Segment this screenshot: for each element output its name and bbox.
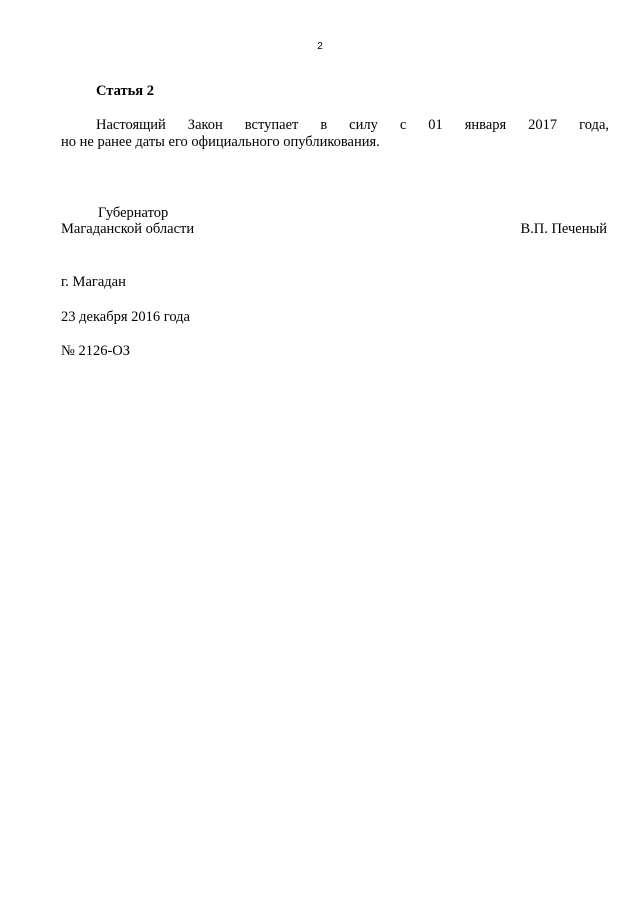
article-paragraph bbox=[61, 117, 609, 151]
governor-region: Магаданской области bbox=[61, 221, 195, 237]
governor-title: Губернатор bbox=[98, 205, 169, 221]
city-label: г. Магадан bbox=[61, 274, 126, 290]
paragraph-line-2: но не ранее даты его официального опубликования. bbox=[61, 134, 380, 150]
paragraph-line-1: Настоящий Закон вступает в силу с 01 января 2017 года, bbox=[96, 117, 609, 133]
page-number: 2 bbox=[317, 41, 323, 52]
document-date: 23 декабря 2016 года bbox=[61, 309, 190, 325]
article-title: Статья 2 bbox=[96, 83, 154, 99]
governor-name: В.П. Печеный bbox=[520, 221, 607, 237]
document-number: № 2126-ОЗ bbox=[61, 343, 131, 359]
